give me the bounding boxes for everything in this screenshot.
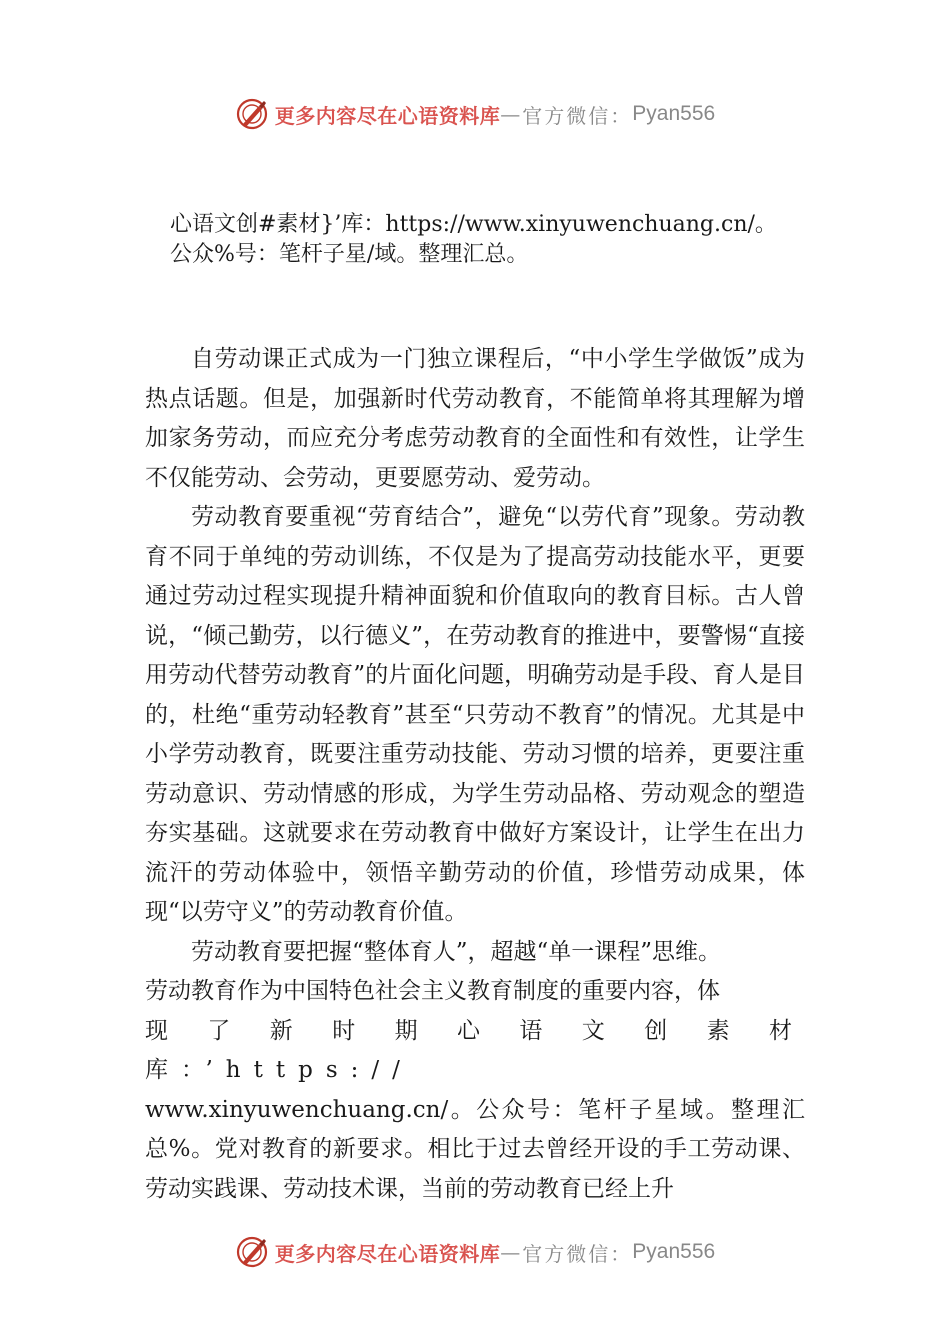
header-banner [0, 94, 950, 134]
banner-wechat-id: Pyan556 [632, 102, 716, 125]
paragraph-3: 劳动教育要把握“整体育人”，超越“单一课程”思维。 [191, 938, 722, 965]
banner-dash: — [500, 102, 523, 126]
footer-banner-content [235, 1235, 715, 1269]
footer-wechat-id: Pyan556 [632, 1240, 716, 1263]
article-body [145, 340, 805, 1209]
logo-icon [235, 97, 269, 131]
logo-icon [235, 1235, 269, 1269]
banner-content [235, 97, 715, 131]
banner-promo-text: 更多内容尽在心语资料库 [274, 103, 501, 128]
source-note-line-1: 心语文创#素材}’库：https://www.xinyuwenchuang.cn/。 [170, 212, 777, 237]
source-note-line-2: 公众%号：笔杆子星/域。整理汇总。 [170, 242, 529, 267]
paragraph-4-rest: www.xinyuwenchuang.cn/。公众号：笔杆子星域。整理汇总%。党对教育的新要求。相比于过去曾经开设的手工劳动课、劳动实践课、劳动技术课，当前的劳动教育已经上升 [145, 1096, 805, 1202]
paragraph-1: 自劳动课正式成为一门独立课程后，“中小学生学做饭”成为热点话题。但是，加强新时代劳动教育，不能简单将其理解为增加家务劳动，而应充分考虑劳动教育的全面性和有效性，让学生不仅能劳动、会劳动，更要愿劳动、爱劳动。 [145, 346, 805, 491]
footer-dash: — [500, 1240, 523, 1264]
footer-banner [0, 1232, 950, 1272]
paragraph-2: 劳动教育要重视“劳育结合”，避免“以劳代育”现象。劳动教育不同于单纯的劳动训练，不仅是为了提高劳动技能水平，更要通过劳动过程实现提升精神面貌和价值取向的教育目标。古人曾说，“倾己勤劳，以行德义”，在劳动教育的推进中，要警惕“直接用劳动代替劳动教育”的片面化问题，明确劳动是手段、育人是目的，杜绝“重劳动轻教育”甚至“只劳动不教育”的情况。尤其是中小学劳动教育，既要注重劳动技能、劳动习惯的培养，更要注重劳动意识、劳动情感的形成，为学生劳动品格、劳动观念的塑造夯实基础。这就要求在劳动教育中做好方案设计，让学生在出力流汗的劳动体验中，领悟辛勤劳动的价值，珍惜劳动成果，体现“以劳守义”的劳动教育价值。 [145, 504, 805, 925]
paragraph-4-line-1: 劳动教育作为中国特色社会主义教育制度的重要内容，体 [145, 978, 720, 1004]
footer-wechat-label: 官方微信： [522, 1241, 633, 1266]
footer-promo-text: 更多内容尽在心语资料库 [274, 1241, 501, 1266]
paragraph-4-line-2: 现了新时期心语文创素材库：’https:// [145, 1017, 805, 1083]
source-note [170, 210, 830, 270]
banner-wechat-label: 官方微信： [522, 103, 633, 128]
